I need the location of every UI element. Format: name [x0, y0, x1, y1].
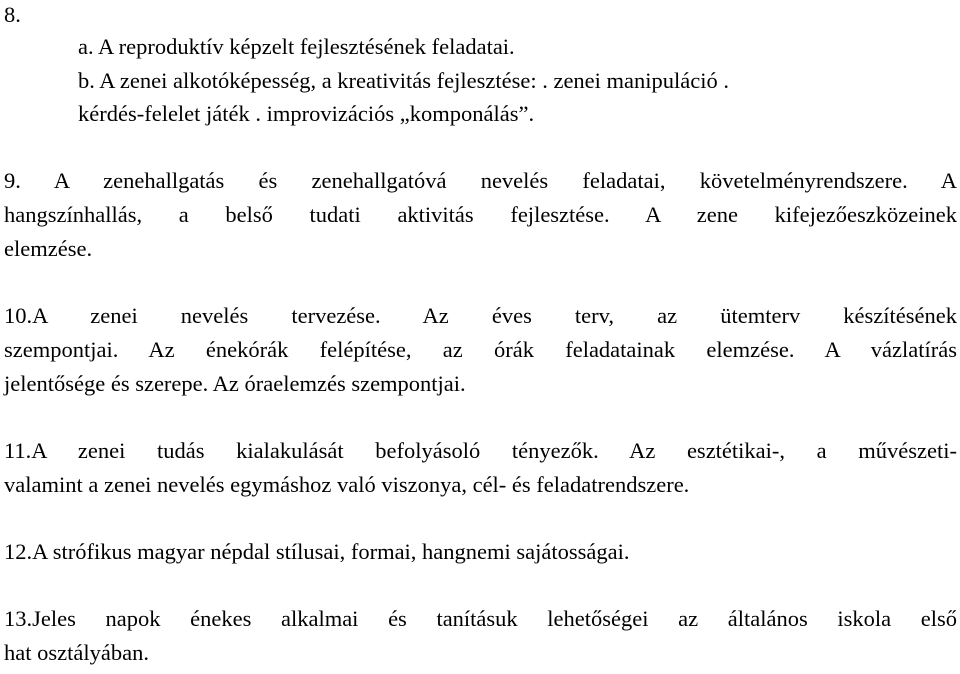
item-11-line-1: 11.A zenei tudás kialakulását befolyásoló tényezők. Az esztétikai-, a művészeti- — [4, 438, 957, 463]
item-9-line-1: 9. A zenehallgatás és zenehallgatóvá nevelés feladatai, követelményrendszere. A — [4, 168, 957, 193]
item-8b-line-2: kérdés-felelet játék . improvizációs „komponálás”. — [78, 101, 535, 126]
item-8a-text: a. A reproduktív képzelt fejlesztésének feladatai. — [78, 34, 515, 59]
item-11-line-2: valamint a zenei nevelés egymáshoz való viszonya, cél- és feladatrendszere. — [4, 472, 690, 497]
item-8-number: 8. — [4, 2, 21, 27]
item-8b-line-1: b. A zenei alkotóképesség, a kreativitás fejlesztése: . zenei manipuláció . — [78, 68, 730, 93]
item-10-line-1: 10.A zenei nevelés tervezése. Az éves terv, az ütemterv készítésének — [4, 303, 957, 328]
item-10-line-2: szempontjai. Az énekórák felépítése, az órák feladatainak elemzése. A vázlatírás — [4, 337, 957, 362]
item-12-line-1: 12.A strófikus magyar népdal stílusai, formai, hangnemi sajátosságai. — [4, 539, 630, 564]
item-9-line-2: hangszínhallás, a belső tudati aktivitás fejlesztése. A zene kifejezőeszközeinek — [4, 202, 957, 227]
item-10-line-3: jelentősége és szerepe. Az óraelemzés szempontjai. — [4, 371, 466, 396]
item-13-line-1: 13.Jeles napok énekes alkalmai és tanításuk lehetőségei az általános iskola első — [4, 606, 957, 631]
item-13-line-2: hat osztályában. — [4, 640, 149, 665]
item-9-line-3: elemzése. — [4, 236, 93, 261]
